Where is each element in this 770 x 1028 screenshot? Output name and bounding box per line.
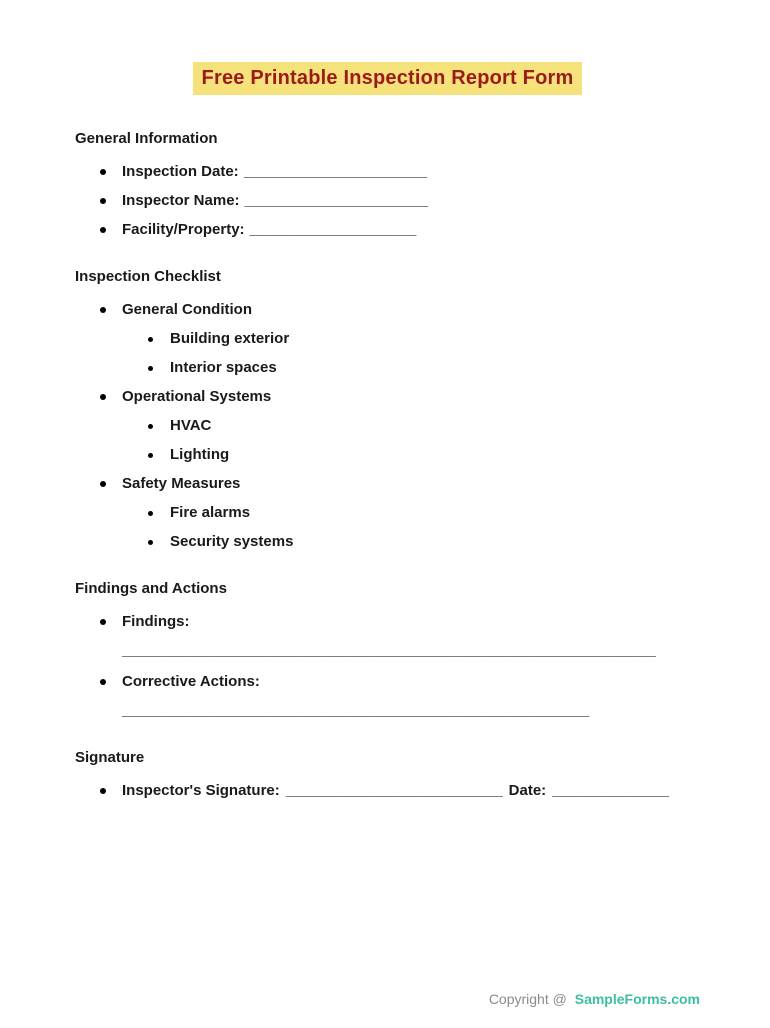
list-item-facility-property — [75, 222, 700, 238]
bullet-icon — [148, 540, 153, 545]
signature-heading: Signature — [75, 749, 145, 766]
page-title: Free Printable Inspection Report Form — [193, 62, 583, 95]
sampleforms-link[interactable]: SampleForms.com — [574, 991, 700, 1007]
bullet-icon — [100, 619, 106, 625]
blank-line: ______________________ — [243, 163, 428, 180]
list-item-inspection-date — [75, 164, 700, 180]
checklist-label: General Condition — [122, 301, 253, 318]
bullet-icon — [100, 481, 106, 487]
list-item-corrective-actions — [75, 674, 700, 690]
list-item-inspector-name — [75, 193, 700, 209]
section-signature — [75, 750, 700, 799]
inspection-checklist-heading: Inspection Checklist — [75, 268, 221, 285]
bullet-icon — [100, 394, 106, 400]
date-label: Date: — [508, 782, 547, 799]
checklist-sublabel: Security systems — [170, 533, 294, 550]
list-item-safety-measures — [75, 476, 700, 492]
signature-label: Inspector's Signature: — [122, 782, 280, 799]
title-container — [75, 62, 700, 95]
list-item-hvac — [75, 418, 700, 434]
bullet-icon — [100, 788, 106, 794]
bullet-icon — [100, 307, 106, 313]
general-information-heading: General Information — [75, 130, 218, 147]
blank-line: ______________________ — [244, 192, 429, 209]
list-item-building-exterior — [75, 331, 700, 347]
bullet-icon — [100, 227, 106, 233]
checklist-sublabel: Building exterior — [170, 330, 290, 347]
field-label: Inspector Name: — [122, 192, 240, 209]
copyright-text: Copyright @ — [488, 991, 567, 1007]
checklist-sublabel: Interior spaces — [170, 359, 277, 376]
bullet-icon — [148, 337, 153, 342]
section-general-information — [75, 131, 700, 238]
list-item-lighting — [75, 447, 700, 463]
list-item-inspector-signature — [75, 783, 700, 799]
checklist-sublabel: Fire alarms — [170, 504, 251, 521]
findings-blank-line: ________________________________________________________________ — [122, 643, 656, 659]
blank-line: ____________________ — [249, 221, 417, 238]
checklist-sublabel: Lighting — [170, 446, 230, 463]
field-label: Facility/Property: — [122, 221, 245, 238]
checklist-label: Operational Systems — [122, 388, 272, 405]
list-item-findings — [75, 614, 700, 630]
signature-blank-line: __________________________ — [285, 782, 503, 799]
bullet-icon — [100, 198, 106, 204]
checklist-label: Safety Measures — [122, 475, 241, 492]
bullet-icon — [100, 169, 106, 175]
list-item-security-systems — [75, 534, 700, 550]
bullet-icon — [148, 453, 153, 458]
field-label: Inspection Date: — [122, 163, 239, 180]
list-item-general-condition — [75, 302, 700, 318]
corrective-actions-blank-line: ________________________________________________________ — [122, 703, 590, 719]
field-label: Findings: — [122, 613, 190, 630]
findings-and-actions-heading: Findings and Actions — [75, 580, 227, 597]
bullet-icon — [148, 424, 153, 429]
bullet-icon — [148, 511, 153, 516]
list-item-fire-alarms — [75, 505, 700, 521]
section-inspection-checklist — [75, 269, 700, 550]
list-item-operational-systems — [75, 389, 700, 405]
checklist-sublabel: HVAC — [170, 417, 212, 434]
footer — [489, 990, 700, 1008]
bullet-icon — [100, 679, 106, 685]
date-blank-line: ______________ — [552, 782, 669, 799]
list-item-interior-spaces — [75, 360, 700, 376]
field-label: Corrective Actions: — [122, 673, 260, 690]
section-findings-and-actions — [75, 581, 700, 719]
bullet-icon — [148, 366, 153, 371]
